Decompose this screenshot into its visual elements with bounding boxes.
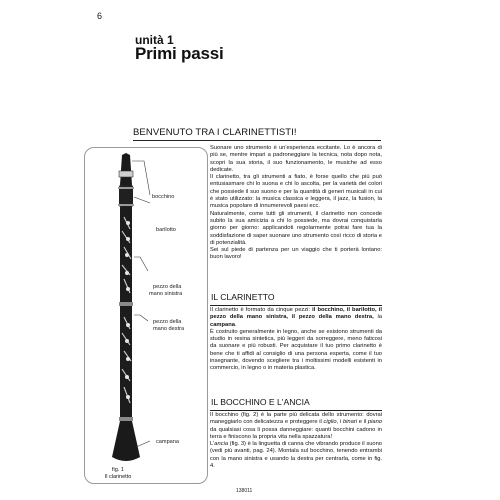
label-campana: campana [156,439,180,445]
welcome-paragraph-4: Sei sul piede di partenza per un viaggio che ti porterà lontano: buon lavoro! [210,247,382,261]
section-heading-clarinetto: IL CLARINETTO [211,292,275,302]
label-mano-sinistra-2: mano sinistra [149,291,183,297]
term-piano: piano [367,419,382,426]
clarinet-illustration [84,147,206,482]
ligature-shape [119,171,133,177]
clarinetto-text [210,307,382,373]
clarinetto-period: . [234,321,237,328]
ancia-text-c: (fig. 3) è la linguetta di canna che vibrando produce il suono (vedi più avanti, pag. 24). Montala sul bocchino, tenendo entrambi con la mano sinistra e usando la destra per centrarla, come in fig. 4. [210,441,382,470]
welcome-text [210,145,382,262]
bocchino-paragraph-2 [210,441,382,470]
welcome-paragraph-2: Il clarinetto, tra gli strumenti a fiato, è forse quello che più può entusiasmare chi lo suona e chi lo ascolta, per la varietà dei colori che possiede il suo suono e per la quantità di generi musicali in cui è stato utilizzato: la musica classica e leggera, il jazz, la fusion, la musica popolare di innumerevoli paesi ecc. [210,174,382,210]
bocchino-text-c: , i [336,419,343,426]
term-ancia: ancia [214,441,229,448]
welcome-paragraph-3: Naturalmente, come tutti gli strumenti, il clarinetto non concede subito la sua amicizia a chi lo possiede, ma dovrai conquistarla giorno per giorno: applicandoti regolarmente potrai fare tua la soddisfazione di saper suonare uno strumento così ricco di storia e di potenzialità. [210,210,382,246]
unit-title: Primi passi [135,44,224,63]
clarinetto-parts-list: il bocchino, il barilotto, il pezzo della mano sinistra, il pezzo della mano destra, [210,307,382,321]
welcome-heading: BENVENUTO TRA I CLARINETTISTI! [133,127,297,138]
bocchino-text-a: Il bocchino (fig. 2) è la parte più delicata dello strumento: dovrai maneggiarlo con delicatezza e proteggere il [210,412,382,426]
mouthpiece-shape [120,153,132,185]
bell-shape [112,421,140,461]
label-bocchino: bocchino [152,194,175,200]
clarinetto-paragraph-1 [210,307,382,329]
ancia-text-a: L' [210,441,215,448]
figure-caption-number: fig. 1 [112,467,124,473]
section-divider-clarinetto [210,305,382,306]
bocchino-text-g: da qualsiasi cosa li possa danneggiare: quanti bocchini cadono in terra e finiscono la propria vita nella spazzatura! [210,426,382,440]
clarinetto-intro: Il clarinetto è formato da cinque pezzi: [210,307,313,313]
bocchino-paragraph-1 [210,412,382,441]
label-mano-destra-2: mano destra [153,326,185,332]
clarinetto-part-campana: campana [210,321,235,328]
footer-code: 138011 [236,488,253,494]
label-barilotto: barilotto [156,227,176,233]
section-divider-bocchino [210,410,382,411]
clarinetto-paragraph-2: È costruito generalmente in legno, anche se esistono strumenti da studio in resina sintetica, più leggeri da sorreggere, meno faticosi da suonare e più robusti. Per acquistare il tuo primo clarinetto è bene che ti affidi al consiglio di una persona esperta, come il tuo insegnante, dovendo scegliere tra i moltissimi modelli esistenti in commercio, in legno o in materia plastica. [210,328,382,372]
bocchino-text-e: e il [357,419,368,426]
term-binari: binari [342,419,358,426]
figure-caption-text: Il clarinetto [104,474,132,480]
label-mano-destra-1: pezzo della [153,319,182,325]
clarinetto-conjunction: la [373,314,382,321]
section-heading-bocchino: IL BOCCHINO E L'ANCIA [211,397,310,407]
page-number: 6 [97,11,103,21]
welcome-paragraph-1: Suonare uno strumento è un'esperienza eccitante. Lo è ancora di più se, mentre impari a padroneggiare la tecnica, nota dopo nota, scopri la sua storia, il suo funzionamento, le musiche ad esso dedicate. [210,145,382,173]
welcome-divider [133,140,381,141]
figure-caption [88,467,148,481]
unit-label: unità 1 [135,33,174,47]
label-mano-sinistra-1: pezzo della [153,284,182,290]
bocchino-text [210,412,382,470]
term-ciglio: ciglio [323,419,337,426]
